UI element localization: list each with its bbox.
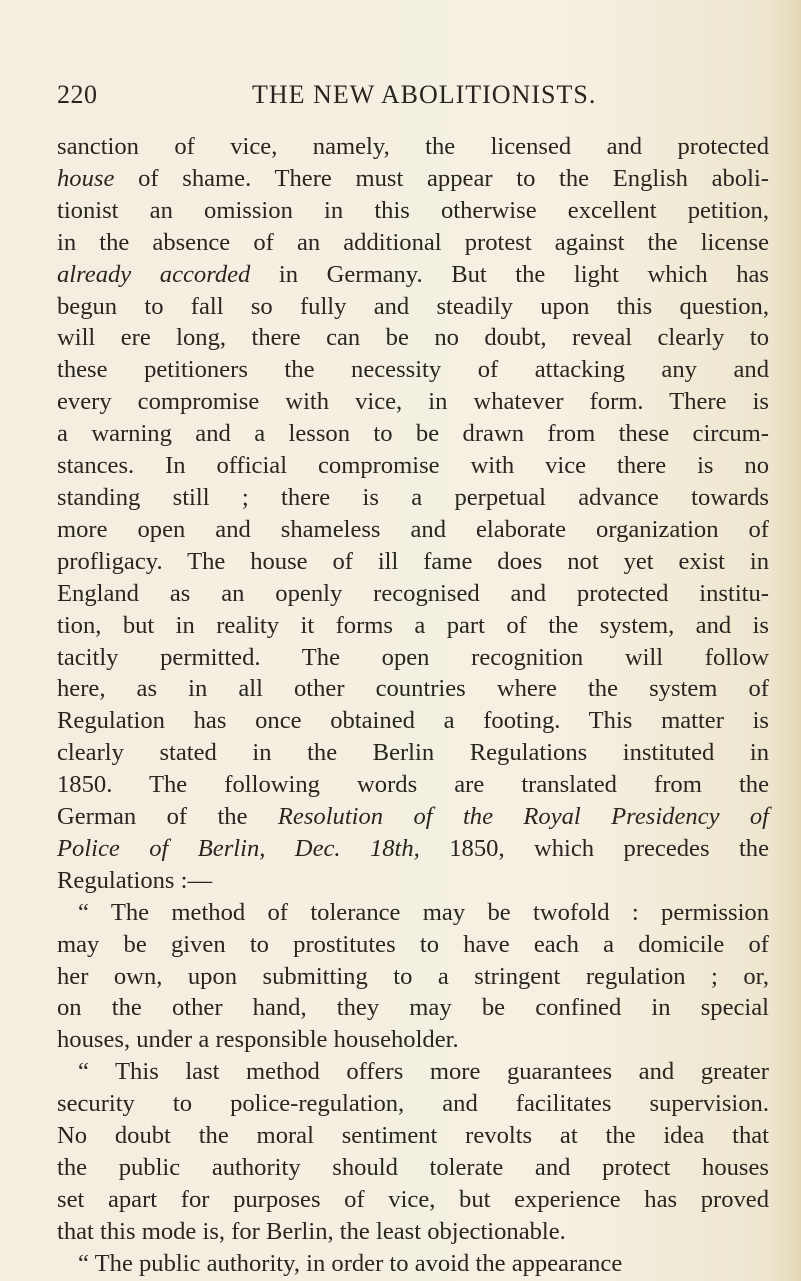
text-segment: Regulations :— — [57, 866, 213, 894]
text-line — [57, 227, 769, 259]
text-line — [57, 195, 769, 227]
text-line — [57, 1024, 769, 1056]
text-segment: in Germany. But the light which has — [250, 260, 769, 288]
text-segment: will ere long, there can be no doubt, reveal clearly to — [57, 324, 769, 352]
text-segment: 1850, which precedes the — [419, 834, 769, 862]
text-line — [57, 450, 769, 482]
text-line — [57, 418, 769, 450]
text-segment: security to police-regulation, and facilitates supervision. — [57, 1090, 769, 1118]
text-segment: “ The method of tolerance may be twofold : permission — [78, 898, 769, 926]
text-line — [57, 865, 769, 897]
body-text — [57, 131, 769, 1280]
text-segment: standing still ; there is a perpetual advance towards — [57, 483, 769, 511]
text-line — [57, 961, 769, 993]
text-segment: every compromise with vice, in whatever form. There is — [57, 388, 769, 416]
italic-text: house — [57, 164, 115, 192]
text-segment: German of the — [57, 803, 278, 831]
text-segment: here, as in all other countries where the system of — [57, 675, 769, 703]
italic-text: already accorded — [57, 260, 251, 288]
text-segment: stances. In official compromise with vice there is no — [57, 452, 769, 480]
text-line — [57, 1152, 769, 1184]
text-line — [57, 386, 769, 418]
text-segment: these petitioners the necessity of attacking any and — [57, 356, 769, 384]
text-segment: England as an openly recognised and protected institu- — [57, 579, 769, 607]
text-line — [57, 705, 769, 737]
text-line — [57, 1088, 769, 1120]
text-segment: her own, upon submitting to a stringent regulation ; or, — [57, 962, 769, 990]
text-segment: more open and shameless and elaborate organization of — [57, 515, 769, 543]
text-line — [57, 322, 769, 354]
text-line — [57, 673, 769, 705]
text-line — [57, 546, 769, 578]
text-segment: Regulation has once obtained a footing. This matter is — [57, 707, 769, 735]
text-segment: a warning and a lesson to be drawn from these circum- — [57, 420, 769, 448]
text-line — [57, 163, 769, 195]
text-line — [57, 259, 769, 291]
text-line — [57, 610, 769, 642]
text-segment: the public authority should tolerate and protect houses — [57, 1154, 769, 1181]
text-segment: on the other hand, they may be confined in special — [57, 994, 769, 1022]
text-segment: “ This last method offers more guarantees and greater — [78, 1058, 769, 1086]
page-header — [57, 80, 757, 110]
text-line — [57, 482, 769, 514]
text-line — [57, 897, 769, 929]
text-line — [57, 929, 769, 961]
italic-text: Police of Berlin, Dec. 18th, — [57, 834, 420, 862]
text-segment: of shame. There must appear to the English aboli- — [114, 164, 769, 192]
text-line — [57, 737, 769, 769]
text-segment: in the absence of an additional protest against the license — [57, 228, 769, 256]
text-segment: houses, under a responsible householder. — [57, 1026, 459, 1054]
text-segment: that this mode is, for Berlin, the least objectionable. — [57, 1217, 566, 1245]
text-line — [57, 354, 769, 386]
text-line — [57, 1216, 769, 1248]
text-segment: begun to fall so fully and steadily upon this question, — [57, 292, 769, 320]
text-segment: set apart for purposes of vice, but experience has proved — [57, 1185, 769, 1213]
text-line — [57, 769, 769, 801]
text-line — [57, 1184, 769, 1216]
text-segment: tacitly permitted. The open recognition will follow — [57, 643, 769, 671]
text-segment: sanction of vice, namely, the licensed and protected — [57, 133, 769, 160]
text-line — [57, 514, 769, 546]
page-number: 220 — [57, 80, 98, 109]
text-line — [57, 131, 769, 163]
text-line — [57, 833, 769, 865]
text-segment: 1850. The following words are translated from the — [57, 771, 769, 799]
text-segment: may be given to prostitutes to have each a domicile of — [57, 930, 769, 958]
text-line — [57, 642, 769, 674]
text-line — [57, 291, 769, 323]
text-line — [57, 1056, 769, 1088]
text-line — [57, 1120, 769, 1152]
text-segment: tion, but in reality it forms a part of the system, and is — [57, 611, 769, 639]
italic-text: Resolution of the Royal Presidency of — [277, 803, 770, 831]
text-segment: No doubt the moral sentiment revolts at the idea that — [57, 1122, 769, 1150]
text-line — [57, 992, 769, 1024]
text-segment: tionist an omission in this otherwise excellent petition, — [57, 196, 769, 224]
running-head: THE NEW ABOLITIONISTS. — [252, 80, 597, 109]
text-segment: clearly stated in the Berlin Regulations instituted in — [57, 739, 769, 767]
text-segment: profligacy. The house of ill fame does not yet exist in — [57, 547, 769, 575]
text-segment: “ The public authority, in order to avoid the appearance — [78, 1249, 623, 1277]
text-line — [57, 801, 769, 833]
text-line — [57, 578, 769, 610]
text-line — [57, 1248, 769, 1280]
